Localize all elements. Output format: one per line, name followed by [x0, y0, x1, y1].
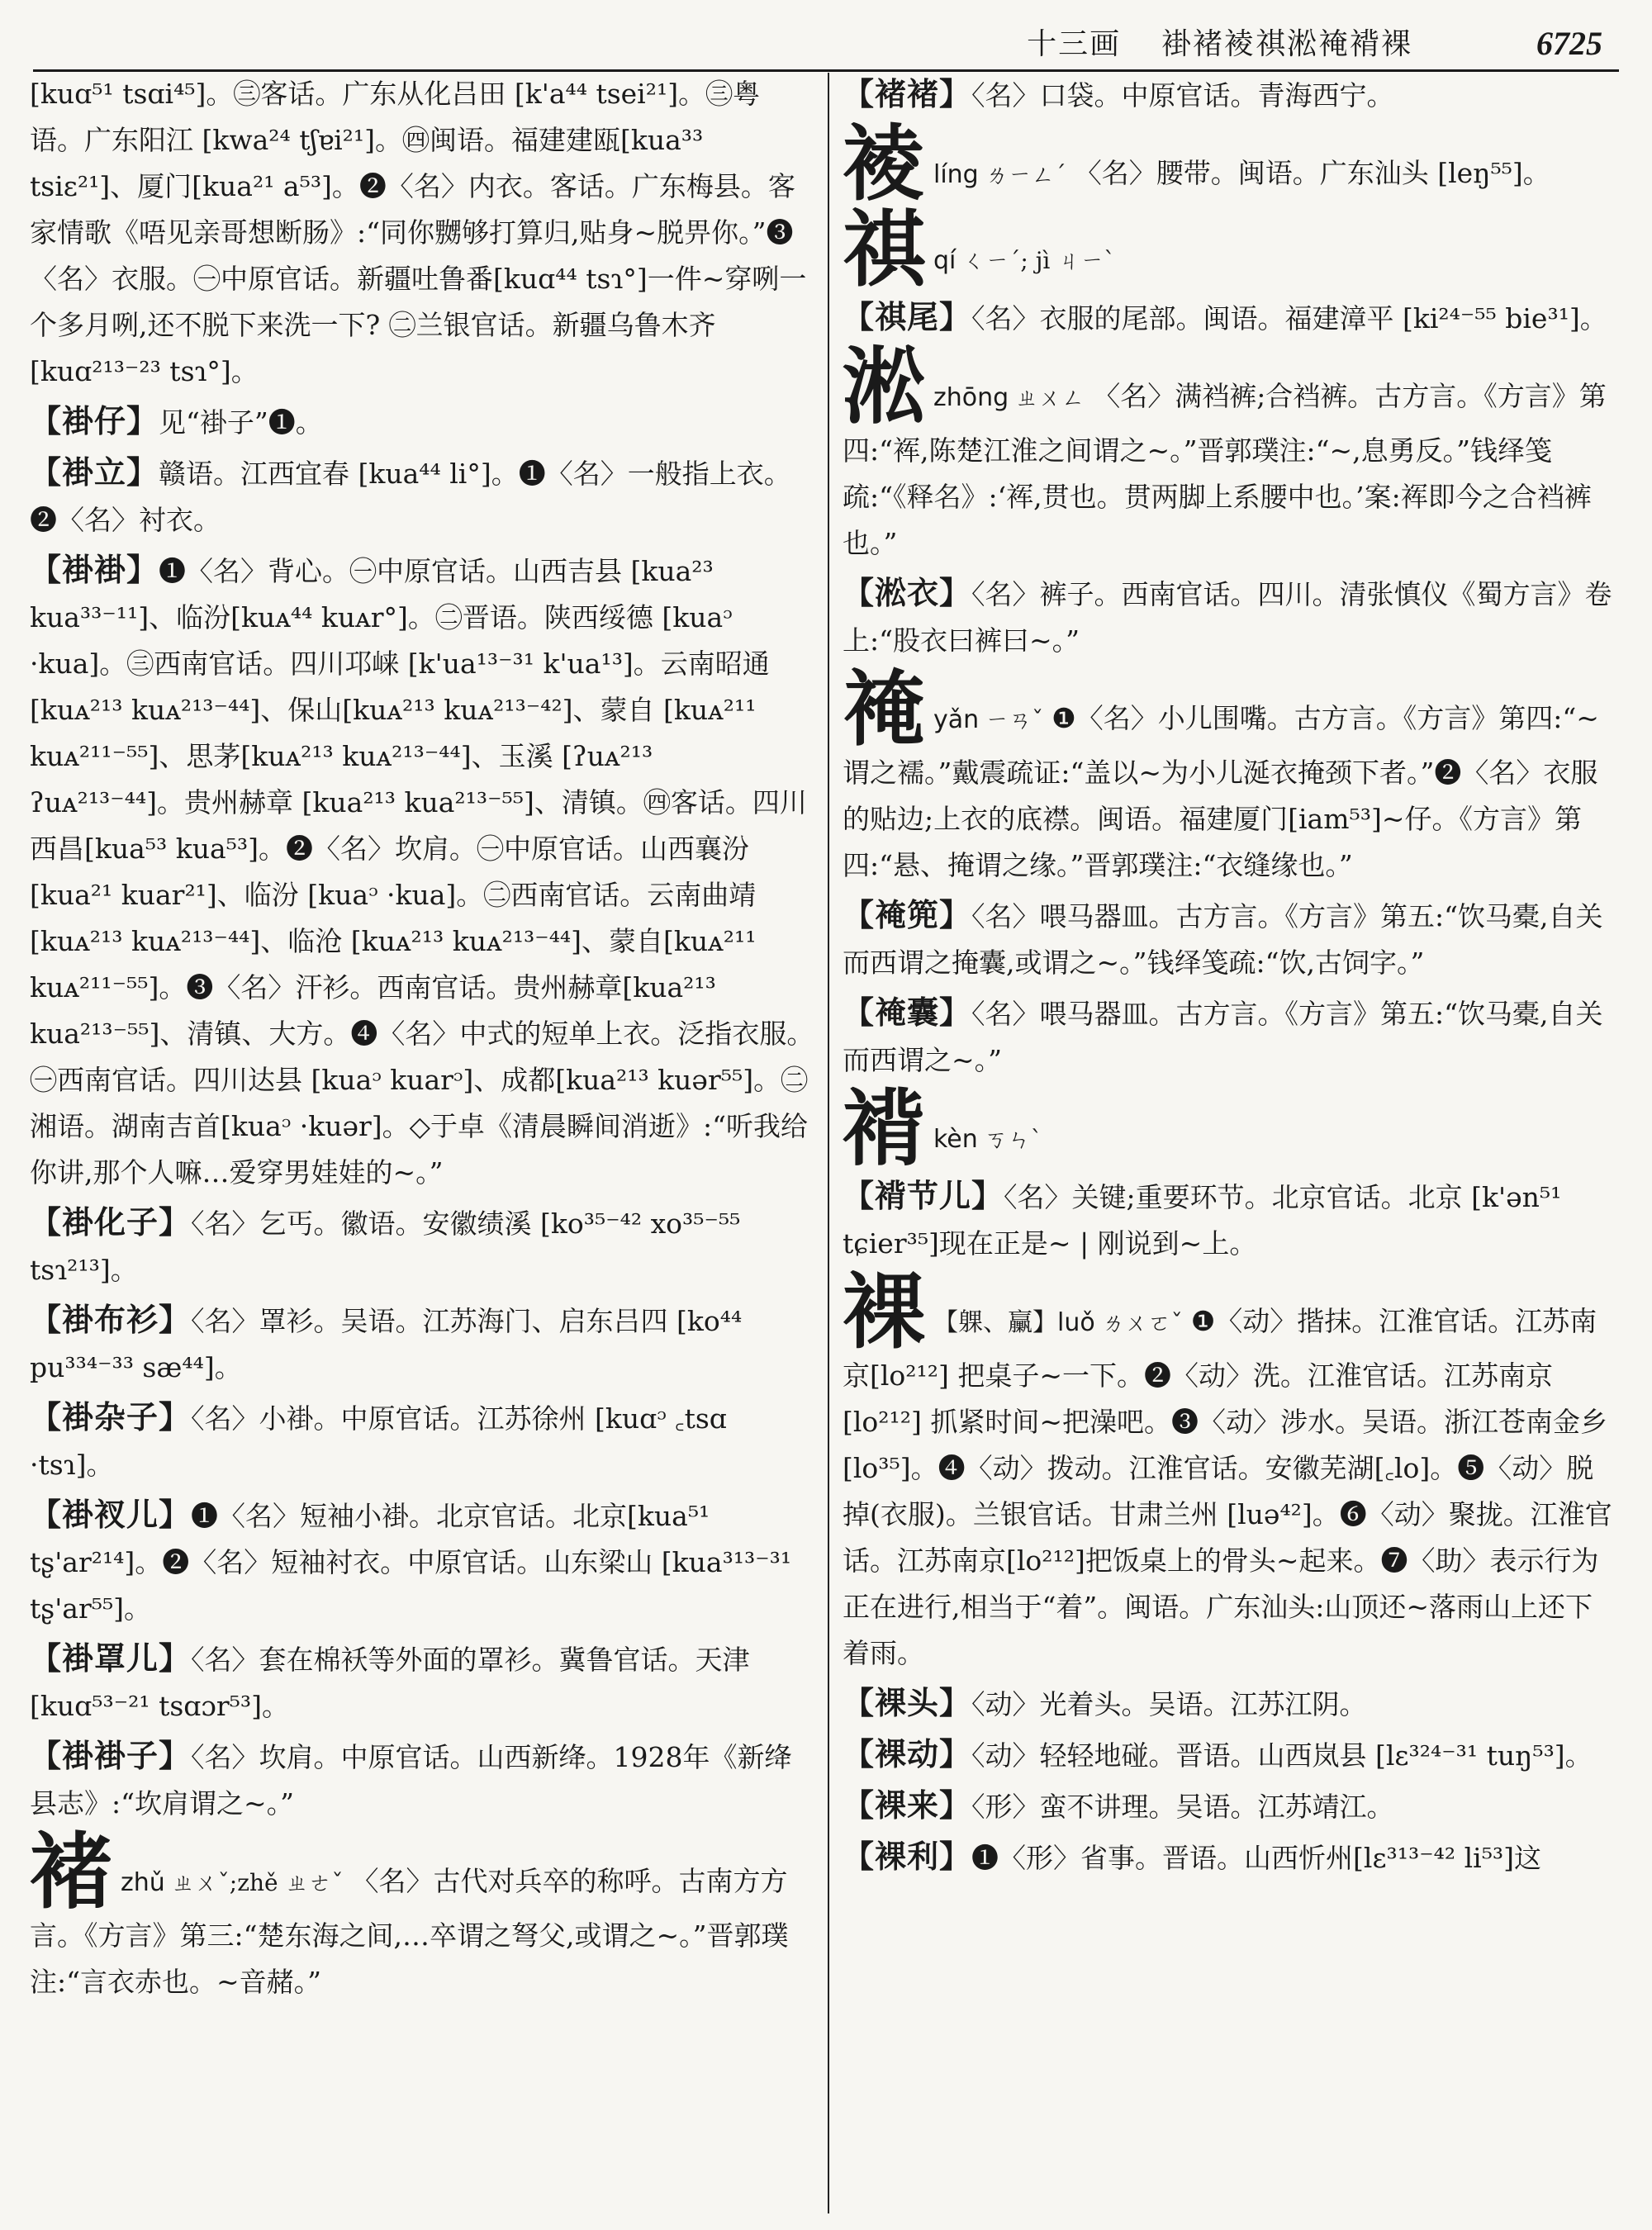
entry-body: 〈形〉蛮不讲理。吴语。江苏靖江。: [971, 1791, 1394, 1823]
character-entry: [843, 338, 1619, 567]
entry-body: 〈名〉坎肩。中原官话。山西新绛。1928年《新绛县志》:“坎肩谓之~。”: [30, 1741, 792, 1820]
entry-body: 〈名〉古代对兵卒的称呼。古南方方言。《方言》第三:“楚东海之间,…卒谓之弩父,或谓之~。”晋郭璞注:“言衣赤也。~音赭。”: [30, 1865, 789, 1998]
entry-continuation: [30, 71, 814, 395]
entry-body: 〈名〉罩衫。吴语。江苏海门、启东吕四 [ko⁴⁴ pu³³⁴⁻³³ sæ⁴⁴]。: [30, 1305, 743, 1383]
entry-body: ❶〈形〉省事。晋语。山西忻州[lɛ³¹³⁻⁴² li⁵³]这: [971, 1842, 1542, 1874]
head-character: 褚: [30, 1823, 112, 1920]
entry-body: 〈名〉套在棉袄等外面的罩衫。冀鲁官话。天津[kuɑ⁵³⁻²¹ tsɑɔr⁵³]。: [30, 1644, 750, 1722]
entry-body: 〈动〉轻轻地碰。晋语。山西岚县 [lɛ³²⁴⁻³¹ tuŋ⁵³]。: [971, 1739, 1593, 1772]
zhuyin: ㄧㄢˇ: [985, 706, 1044, 733]
entry-headword: 【祺尾】: [843, 298, 972, 335]
entry-body: 〈名〉喂马器皿。古方言。《方言》第五:“饮马橐,自关而西谓之掩囊,或谓之~。”钱绎笺疏:“饮,古饲字。”: [843, 900, 1603, 979]
entry-body: 〈名〉乞丐。徽语。安徽绩溪 [ko³⁵⁻⁴² xo³⁵⁻⁵⁵ tsɿ²¹³]。: [30, 1208, 741, 1286]
entry-headword: 【裺篼】: [843, 896, 972, 933]
zhuyin: ㄑㄧˊ; jì ㄐㄧˋ: [962, 247, 1116, 274]
dictionary-entry: [30, 1394, 814, 1488]
entry-body: 〈名〉腰带。闽语。广东汕头 [leŋ⁵⁵]。: [1074, 157, 1550, 189]
entry-headword: 【褂布衫】: [30, 1301, 192, 1338]
head-character: 褙: [843, 1079, 925, 1177]
entry-body: 见“褂子”❶。: [159, 406, 323, 439]
dictionary-entry: [30, 1635, 814, 1729]
entry-body: 〈动〉光着头。吴语。江苏江阴。: [971, 1688, 1367, 1720]
zhuyin: ㄓㄨˇ;zhě ㄓㄜˇ: [171, 1869, 344, 1896]
entry-body: [kuɑ⁵¹ tsɑi⁴⁵]。㊂客话。广东从化吕田 [k'a⁴⁴ tsei²¹]。㊂粤语。广东阳江 [kwa²⁴ tʃɐi²¹]。㊃闽语。福建建瓯[kua³³ tsiɛ²¹]、厦门[kua²¹ a⁵³]。❷〈名〉内衣。客话。广东梅县。客家情歌《唔见亲哥想断肠》:“同你嬲够打算归,贴身~脱畀你。”❸〈名〉衣服。㊀中原官话。新疆吐鲁番[kuɑ⁴⁴ tsɿ°]一件~穿咧一个多月咧,还不脱下来洗一下? ㊁兰银官话。新疆乌鲁木齐[kuɑ²¹³⁻²³ tsɿ°]。: [30, 78, 807, 387]
entry-headword: 【褂衩儿】: [30, 1496, 192, 1533]
head-character: 祺: [843, 201, 925, 298]
dictionary-entry: [843, 1834, 1619, 1881]
entry-body: ❶〈名〉背心。㊀中原官话。山西吉县 [kua²³ kua³³⁻¹¹]、临汾[kuᴀ⁴⁴ kuᴀr°]。㊁晋语。陕西绥德 [kuaᵓ ·kua]。㊂西南官话。四川邛崃 [k'ua¹³⁻³¹ k'ua¹³]。云南昭通[kuᴀ²¹³ kuᴀ²¹³⁻⁴⁴]、保山[kuᴀ²¹³ kuᴀ²¹³⁻⁴²]、蒙自 [kuᴀ²¹¹ kuᴀ²¹¹⁻⁵⁵]、思茅[kuᴀ²¹³ kuᴀ²¹³⁻⁴⁴]、玉溪 [ʔuᴀ²¹³ ʔuᴀ²¹³⁻⁴⁴]。贵州赫章 [kua²¹³ kua²¹³⁻⁵⁵]、清镇。㊃客话。四川西昌[kua⁵³ kua⁵³]。❷〈名〉坎肩。㊀中原官话。山西襄汾[kua²¹ kuar²¹]、临汾 [kuaᵓ ·kua]。㊁西南官话。云南曲靖 [kuᴀ²¹³ kuᴀ²¹³⁻⁴⁴]、临沧 [kuᴀ²¹³ kuᴀ²¹³⁻⁴⁴]、蒙自[kuᴀ²¹¹ kuᴀ²¹¹⁻⁵⁵]。❸〈名〉汗衫。西南官话。贵州赫章[kua²¹³ kua²¹³⁻⁵⁵]、清镇、大方。❹〈名〉中式的短单上衣。泛指衣服。㊀西南官话。四川达县 [kuaᵓ kuarᵓ]、成都[kua²¹³ kuər⁵⁵]。㊁湘语。湖南吉首[kuaᵓ ·kuər]。◇于卓《清晨瞬间消逝》:“听我给你讲,那个人嘛…爱穿男娃娃的~。”: [30, 555, 814, 1189]
character-entry: [843, 201, 1619, 298]
header-title: [1027, 21, 1412, 63]
character-entry: [843, 1079, 1619, 1177]
page-header: [33, 12, 1619, 72]
head-character: 裬: [843, 115, 925, 212]
dictionary-entry: [843, 892, 1619, 986]
head-character: 裺: [843, 660, 925, 757]
pinyin: 【躶、臝】luǒ: [933, 1308, 1095, 1337]
entry-headword: 【裸动】: [843, 1735, 972, 1772]
header-chars: 褂褚裬祺淞裺褙裸: [1161, 27, 1412, 61]
character-entry: [843, 1263, 1619, 1677]
dictionary-entry: [30, 547, 814, 1196]
page-number: 6725: [1536, 25, 1602, 62]
zhuyin: ㄓㄨㄥ: [1015, 384, 1085, 411]
entry-headword: 【褂杂子】: [30, 1398, 192, 1435]
dictionary-entry: [843, 1731, 1619, 1779]
character-entry: [843, 660, 1619, 889]
entry-body: 赣语。江西宜春 [kua⁴⁴ li°]。❶〈名〉一般指上衣。❷〈名〉衬衣。: [30, 458, 791, 536]
pinyin: líng: [933, 160, 979, 189]
entry-headword: 【裺囊】: [843, 994, 972, 1031]
entry-headword: 【裸来】: [843, 1786, 972, 1824]
entry-headword: 【褚褚】: [843, 75, 972, 112]
dictionary-entry: [30, 1199, 814, 1293]
dictionary-entry: [843, 1173, 1619, 1267]
column-divider: [828, 73, 829, 2213]
header-section: 十三画: [1027, 27, 1122, 61]
dictionary-entry: [30, 1492, 814, 1632]
zhuyin: ㄌㄨㄛˇ: [1101, 1309, 1183, 1336]
entry-body: 〈名〉喂马器皿。古方言。《方言》第五:“饮马橐,自关而西谓之~。”: [843, 998, 1603, 1076]
head-character: 裸: [843, 1263, 925, 1360]
entry-headword: 【褂罩儿】: [30, 1639, 192, 1677]
head-character: 淞: [843, 338, 925, 435]
entry-headword: 【裸头】: [843, 1684, 972, 1721]
zhuyin: ㄌㄧㄥˊ: [985, 161, 1066, 188]
pinyin: zhōng: [933, 383, 1009, 412]
dictionary-entry: [30, 1733, 814, 1827]
entry-body: 〈名〉裤子。西南官话。四川。清张慎仪《蜀方言》卷上:“股衣曰裤曰~。”: [843, 578, 1612, 657]
entry-body: ❶〈名〉短袖小褂。北京官话。北京[kua⁵¹ tʂ'ar²¹⁴]。❷〈名〉短袖衬衣。中原官话。山东梁山 [kua³¹³⁻³¹ tʂ'ar⁵⁵]。: [30, 1500, 792, 1625]
dictionary-entry: [843, 570, 1619, 664]
dictionary-entry: [843, 1680, 1619, 1728]
entry-body: 〈名〉衣服的尾部。闽语。福建漳平 [ki²⁴⁻⁵⁵ bie³¹]。: [971, 302, 1607, 334]
dictionary-entry: [30, 398, 814, 446]
dictionary-entry: [843, 989, 1619, 1084]
left-column: [30, 71, 814, 2222]
character-entry: [30, 1823, 814, 2005]
character-entry: [843, 115, 1619, 212]
entry-headword: 【褂褂】: [30, 551, 159, 588]
dictionary-entry: [843, 71, 1619, 119]
pinyin: kèn: [933, 1125, 978, 1154]
entry-body: ❶〈动〉揩抹。江淮官话。江苏南京[lo²¹²] 把桌子~一下。❷〈动〉洗。江淮官话。江苏南京 [lo²¹²] 抓紧时间~把澡吧。❸〈动〉涉水。吴语。浙江苍南金乡 [lo³⁵]。❹〈动〉拨动。江淮官话。安徽芜湖[꜀lo]。❺〈动〉脱掉(衣服)。兰银官话。甘肃兰州 [luə⁴²]。❻〈动〉聚拢。江淮官话。江苏南京[lo²¹²]把饭桌上的骨头~起来。❼〈助〉表示行为正在进行,相当于“着”。闽语。广东汕头:山顶还~落雨山上还下着雨。: [843, 1305, 1612, 1669]
dictionary-entry: [30, 449, 814, 543]
pinyin: yǎn: [933, 705, 980, 734]
dictionary-entry: [30, 1297, 814, 1391]
entry-headword: 【褂仔】: [30, 402, 159, 439]
entry-headword: 【裸利】: [843, 1838, 972, 1875]
entry-body: ❶〈名〉小儿围嘴。古方言。《方言》第四:“~谓之襦。”戴震疏证:“盖以~为小儿涎衣掩颈下者。”❷〈名〉衣服的贴边;上衣的底襟。闽语。福建厦门[iam⁵³]~仔。《方言》第四:“悬、掩谓之缘。”晋郭璞注:“衣缝缘也。”: [843, 702, 1599, 881]
entry-body: 〈名〉口袋。中原官话。青海西宁。: [971, 79, 1394, 112]
dictionary-entry: [843, 294, 1619, 342]
right-column: [843, 71, 1619, 2222]
entry-body: 〈名〉关键;重要环节。北京官话。北京 [k'ən⁵¹ tɕier³⁵]现在正是~ | 刚说到~上。: [843, 1181, 1562, 1260]
pinyin: zhǔ: [121, 1868, 165, 1897]
entry-body: 〈名〉满裆裤;合裆裤。古方言。《方言》第四:“裈,陈楚江淮之间谓之~。”晋郭璞注:“~,息勇反。”钱绎笺疏:“《释名》:‘裈,贯也。贯两脚上系腰中也。’案:裈即今之合裆裤也。”: [843, 380, 1607, 559]
entry-headword: 【褂化子】: [30, 1203, 192, 1241]
entry-headword: 【褂立】: [30, 453, 159, 491]
entry-headword: 【淞衣】: [843, 574, 972, 611]
entry-body: 〈名〉小褂。中原官话。江苏徐州 [kuɑᵓ ꜀tsɑ ·tsɿ]。: [30, 1402, 727, 1481]
entry-headword: 【褂褂子】: [30, 1737, 192, 1774]
entry-headword: 【褙节儿】: [843, 1177, 1004, 1214]
pinyin: qí: [933, 246, 957, 275]
zhuyin: ㄎㄣˋ: [984, 1126, 1042, 1153]
dictionary-entry: [843, 1782, 1619, 1830]
